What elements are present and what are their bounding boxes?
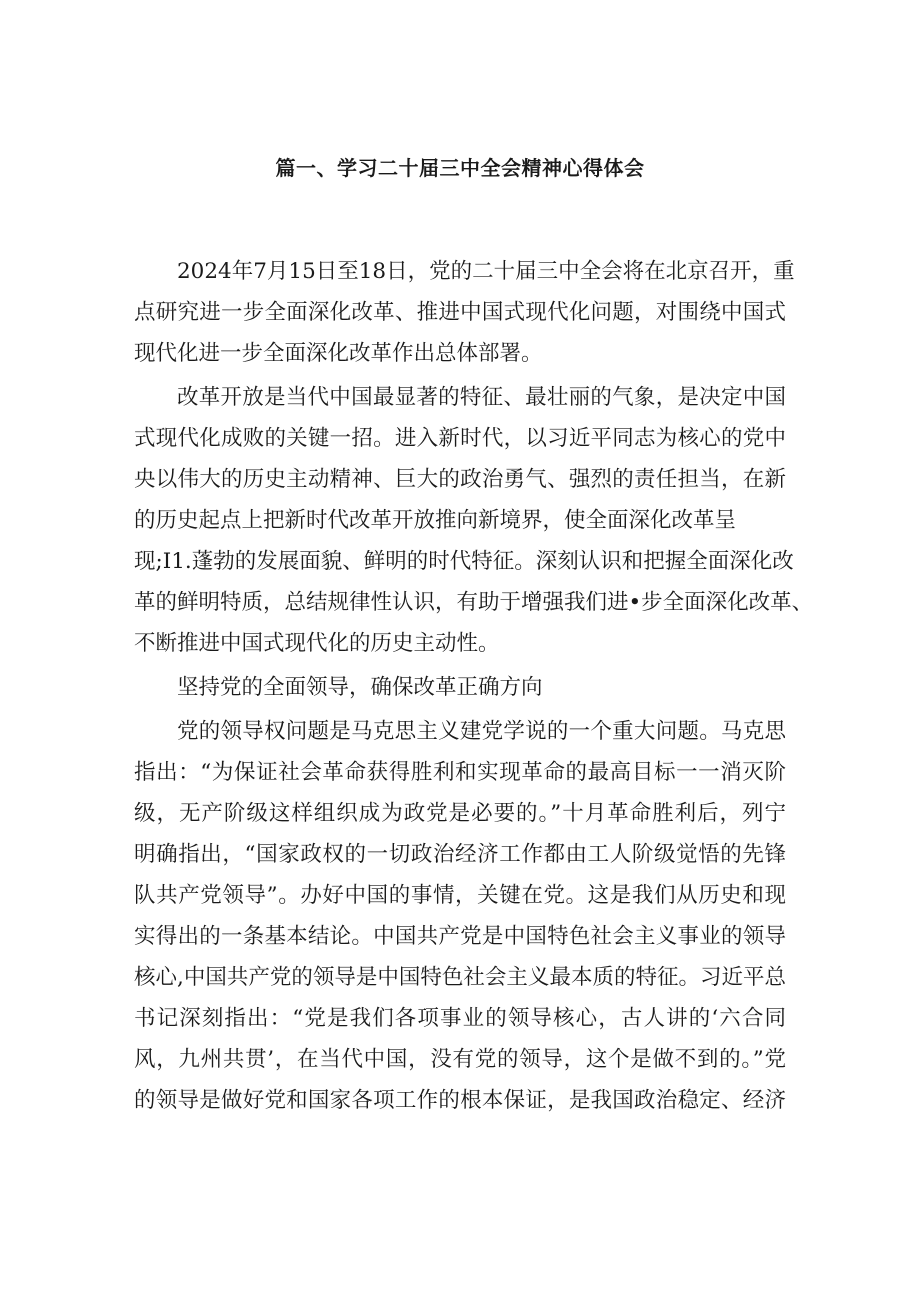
document-title: 篇一、学习二十届三中全会精神心得体会 <box>275 156 645 180</box>
paragraph-line: 党的领导权问题是马克思主义建党学说的一个重大问题。马克思 <box>177 719 786 744</box>
paragraph-line: 级，无产阶级这样组织成为政党是必要的。”十月革命胜利后，列宁 <box>134 801 786 826</box>
section-heading <box>134 667 786 708</box>
paragraph-line: 央以伟大的历史主动精神、巨大的政治勇气、强烈的责任担当，在新 <box>134 467 786 492</box>
paragraph-line: 实得出的一条基本结论。中国共产党是中国特色社会主义事业的领导 <box>134 924 786 949</box>
paragraph-line: 指出：“为保证社会革命获得胜利和实现革命的最高目标一一消灭阶 <box>134 760 786 785</box>
paragraph-2 <box>134 377 814 664</box>
paragraph-line: 现;I1.蓬勃的发展面貌、鲜明的时代特征。深刻认识和把握全面深化改 <box>134 549 794 574</box>
paragraph-line: 书记深刻指出：“党是我们各项事业的领导核心，古人讲的‘六合同 <box>134 1006 786 1031</box>
paragraph-1 <box>134 251 795 374</box>
paragraph-line: 革的鲜明特质，总结规律性认识，有助于增强我们进•步全面深化改革、 <box>134 590 814 615</box>
paragraph-line: 改革开放是当代中国最显著的特征、最壮丽的气象，是决定中国 <box>177 385 786 410</box>
paragraph-line: 队共产党领导”。办好中国的事情，关键在党。这是我们从历史和现 <box>134 883 786 908</box>
paragraph-line: 风，九州共贯’，在当代中国，没有党的领导，这个是做不到的。”党 <box>134 1047 786 1072</box>
document-body <box>134 251 814 1121</box>
section-heading-text: 坚持党的全面领导，确保改革正确方向 <box>177 675 543 700</box>
paragraph-line: 点研究进一步全面深化改革、推进中国式现代化问题，对围绕中国式 <box>134 300 786 325</box>
paragraph-line: 明确指出，“国家政权的一切政治经济工作都由工人阶级觉悟的先锋 <box>134 842 786 867</box>
paragraph-line: 不断推进中国式现代化的历史主动性。 <box>134 631 500 656</box>
paragraph-line: 的历史起点上把新时代改革开放推向新境界，使全面深化改革呈 <box>134 508 737 533</box>
paragraph-3 <box>134 711 786 1121</box>
paragraph-line: 现代化进一步全面深化改革作出总体部署。 <box>134 341 543 366</box>
paragraph-line: 2024年7月15日至18日，党的二十届三中全会将在北京召开，重 <box>177 259 795 284</box>
paragraph-line: 的领导是做好党和国家各项工作的根本保证，是我国政治稳定、经济 <box>134 1088 786 1113</box>
paragraph-line: 式现代化成败的关键一招。进入新时代，以习近平同志为核心的党中 <box>134 426 786 451</box>
paragraph-line: 核心,中国共产党的领导是中国特色社会主义最本质的特征。习近平总 <box>134 965 786 990</box>
